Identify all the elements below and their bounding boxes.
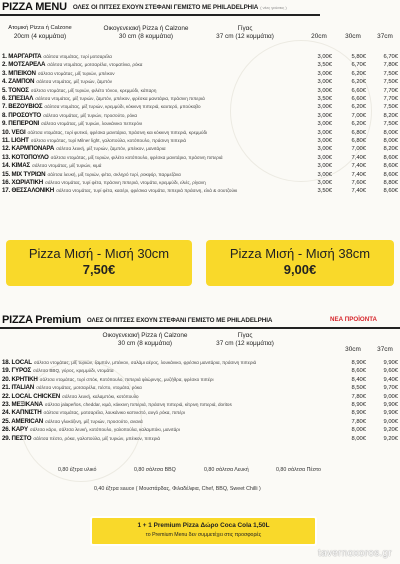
menu-item-price: 8,60€: [383, 163, 398, 170]
menu-item-price: 7,50€: [383, 79, 398, 86]
premium-item-description: σάλτσα γλυκόξινη, μίξ τυριών, προσούτο, ανανά: [45, 418, 143, 424]
menu-item-row: [0, 179, 400, 187]
menu-item-price: 3,00€: [317, 54, 332, 60]
menu-item-description: σάλτσα ντομάτας, μίξ τυριών, κιμά: [32, 163, 102, 169]
col-header-family-title: Οικογενειακή Pizza ή Calzone: [103, 25, 189, 32]
menu-item-description: σάλτσα ντομάτας, μίξ τυριών, φιλέτο κοτόπουλο, φρέσκα μανιτάρια, πράσινη πιπεριά: [50, 154, 223, 160]
menu-header: [2, 1, 287, 13]
premium-item-description: σάλτσα πέστο, ρόκα, γαλοπούλα, μίξ τυριών, μπέικον, πιπεριά: [33, 435, 161, 441]
menu-item-description: σάλτσα ντομάτας, τυρί φέτα, κασέρι, φρέσκια ντομάτα, πιπεριά πράσινη, ελιά & σουτζούκι: [56, 188, 238, 194]
menu-item-price: 3,50€: [317, 188, 332, 195]
premium-item-row: [0, 435, 400, 443]
menu-item-name: 14. ΚΙΜΑΣ: [2, 162, 31, 170]
premium-item-text: [2, 359, 332, 367]
premium-header-underline: [0, 327, 400, 329]
menu-item-row: [0, 171, 400, 179]
menu-item-price: 8,60€: [383, 188, 398, 195]
premium-item-price: 9,90€: [383, 410, 398, 417]
menu-item-name: 11. LIGHT: [2, 137, 29, 144]
menu-small-note: ( νέες γεύσεις ): [260, 4, 287, 10]
menu-item-description: σάλτσα ντομάτας, μίξ τυριών, μπέικον: [37, 70, 115, 76]
menu-item-description: σάλτσα λευκή, μίξ τυριών, ζαμπόν, μπέικον, μανιτάρια: [56, 146, 166, 152]
menu-item-row: [0, 95, 400, 103]
menu-item-description: σάλτσα ντομάτας, μίξ τυριών, κρεμμύδι, κόκκινη πιπεριά, καυτερό, μπούκοβο: [44, 104, 201, 110]
menu-item-price: 7,40€: [351, 188, 366, 195]
promo-line-1: 1 + 1 Premium Pizza Δώρο Coca Cola 1,50L: [137, 522, 270, 529]
premium-col-header-giant-title: Γίγας: [237, 332, 253, 339]
col-header-family-size: 30 cm (8 κομμάτια): [118, 32, 174, 40]
menu-item-row: [0, 112, 400, 120]
menu-item-price: 6,60€: [351, 96, 366, 102]
premium-item-text: [2, 435, 332, 443]
menu-item-row: [0, 78, 400, 86]
premium-item-text: [2, 426, 332, 434]
premium-item-price: 9,70€: [383, 385, 398, 392]
menu-item-text: [2, 179, 300, 187]
premium-item-price: 9,00€: [383, 418, 398, 425]
premium-item-price: 8,00€: [351, 435, 366, 442]
menu-item-description: σάλτσα ντομάτας, μίξ τυριών, ζαμπόν: [36, 79, 113, 85]
premium-item-description: σάλτσα BBQ, γύρος, κρεμμύδι, ντομάτα: [33, 368, 114, 374]
half-offer-30cm: [6, 240, 192, 286]
extra-pesto-sauce: 0,80 σάλτσα Πέστο: [276, 467, 322, 473]
premium-item-text: [2, 367, 332, 375]
extra-white-sauce: 0,80 σάλτσα Λευκή: [204, 467, 249, 473]
menu-item-text: [2, 70, 300, 78]
menu-item-text: [2, 154, 300, 162]
menu-item-description: σάλτσα ντομάτας, τυρί μοτσαρέλα: [43, 54, 112, 59]
premium-item-description: σάλτσα ντομάτας, τυρί σπόκ, Κοτόπουλο, πιπεριά φλώρινης, μυζήθρα, φρέσκο πιπέρι: [39, 376, 214, 382]
menu-item-name: 16. ΧΩΡΙΑΤΙΚΗ: [2, 179, 44, 186]
premium-item-price: 9,20€: [383, 427, 398, 434]
premium-item-price: 8,90€: [351, 360, 366, 366]
premium-item-row: [0, 359, 400, 367]
premium-item-text: [2, 401, 332, 409]
menu-item-row: [0, 61, 400, 69]
menu-item-description: σάλτσα λευκή, μίξ τυριών, φέτα, σκληρό τυρί, ροκφόρ, παρμεζάνα: [47, 171, 181, 177]
premium-item-name: 19. ΓΥΡΟΣ: [2, 367, 32, 375]
extra-sauces: 0,40 έξτρα sauce ( Μουστάρδας, Φιλαδέλφια, Chef, BBQ, Sweet Chilli ): [94, 486, 261, 492]
menu-item-price: 7,50€: [383, 104, 398, 111]
premium-item-name: 29. ΠΕΣΤΟ: [2, 434, 32, 442]
menu-item-name: 2. ΜΟΤΣΑΡΕΛΑ: [2, 61, 46, 69]
menu-item-price: 3,00€: [317, 180, 332, 186]
promo-line-2: το Premium Menu δεν συμμετέχει στις προσφορές: [145, 532, 262, 538]
col-header-small-size: 20cm (4 κομμάτια): [13, 32, 67, 40]
menu-item-row: [0, 120, 400, 128]
menu-item-name: 12. ΚΑΡΜΠΟΝΑΡΑ: [2, 145, 55, 153]
menu-item-row: [0, 187, 400, 195]
menu-item-row: [0, 129, 400, 137]
premium-item-description: σάλτσα λευκή, καλαμπόκι, κοτόπουλο: [62, 393, 139, 399]
menu-item-price: 6,20€: [351, 121, 366, 128]
col-header-family: [92, 25, 200, 40]
premium-item-text: [2, 409, 332, 417]
menu-item-row: [0, 145, 400, 153]
half-offer-30cm-price: 7,50€: [82, 262, 116, 277]
menu-item-price: 3,00€: [317, 171, 332, 178]
menu-item-description: σάλτσα ντομάτας, μοτσαρέλα, ντοματίνια, ρόκα: [47, 62, 143, 68]
menu-item-price: 3,50€: [317, 96, 332, 102]
menu-item-price: 6,20€: [351, 104, 366, 111]
menu-item-price: 3,50€: [317, 62, 332, 69]
menu-item-price: 7,80€: [383, 62, 398, 69]
col-header-giant-size: 37 cm (12 κομμάτια): [216, 32, 274, 40]
menu-item-price: 3,00€: [317, 154, 332, 161]
menu-header-underline: [0, 14, 320, 16]
premium-header: [2, 314, 272, 326]
premium-subtitle: ΟΛΕΣ ΟΙ ΠΙΤΣΕΣ ΕΧΟΥΝ ΣΤΕΦΑΝΙ ΓΕΜΙΣΤΟ ΜΕ PHILADELPHIA: [86, 316, 273, 324]
premium-item-price: 9,90€: [383, 402, 398, 408]
menu-item-price: 3,00€: [317, 146, 332, 153]
menu-item-price: 8,00€: [383, 138, 398, 144]
premium-item-description: σάλτσα ντομάτας, μίξ τυριών, ζαμπόν, μπέικον, σαλάμι αέρος, λουκάνικο, φρέσκα μανιτάρια, πράσινη πιπεριά: [33, 360, 257, 365]
menu-item-text: [2, 61, 300, 69]
premium-col-header-family-title: Οικογενειακή Pizza ή Calzone: [102, 332, 188, 339]
menu-item-price: 8,80€: [383, 180, 398, 186]
menu-item-price: 3,00€: [317, 112, 332, 119]
menu-item-price: 8,20€: [383, 112, 398, 119]
premium-item-price: 8,50€: [351, 385, 366, 392]
menu-item-name: 8. ΠΡΟΣΟΥΤΟ: [2, 111, 42, 119]
col-header-small-title: Ατομική Pizza ή Calzone: [8, 25, 72, 31]
premium-item-text: [2, 376, 332, 384]
menu-item-description: σάλτσα ντομάτας, μίξ τυριών, φιλέτο τόνου, κρεμμύδι, κάπαρη: [30, 87, 157, 93]
menu-item-price: 6,80€: [351, 129, 366, 136]
menu-item-text: [2, 171, 300, 179]
menu-item-price: 3,00€: [317, 121, 332, 128]
menu-item-description: σάλτσα ντομάτας, μίξ τυριών, προσούτο, ρόκα: [43, 112, 138, 118]
premium-col-header-family-size: 30 cm (8 κομμάτια): [117, 339, 173, 347]
premium-item-description: σάλτσα ντομάτας, μοτσαρέλα, πέστο, ντομάτα, ρόκα: [36, 385, 142, 391]
premium-item-name: 20. ΚΡΗΤΙΚΗ: [2, 375, 38, 383]
menu-item-text: [2, 95, 300, 103]
menu-item-price: 7,40€: [351, 171, 366, 178]
half-offer-38cm-label: Pizza Μισή - Μισή 38cm: [229, 246, 371, 261]
menu-item-description: σάλτσα ντομάτας, μίξ τυριών, ζαμπόν, μπέικον, φρέσκα μανιτάρια, πράσινη πιπεριά: [35, 96, 205, 101]
menu-item-name: 9. ΠΕΠΕΡΟΝΙ: [2, 120, 39, 128]
premium-item-name: 24. ΚΑΠΝΙΣΤΗ: [2, 409, 42, 417]
premium-item-name: 22. LOCAL CHICKEN: [2, 392, 61, 400]
half-offer-38cm: [206, 240, 394, 286]
half-offer-38cm-price: 9,00€: [283, 262, 317, 277]
menu-item-price: 7,70€: [383, 87, 398, 94]
premium-item-row: [0, 418, 400, 426]
menu-item-text: [2, 53, 300, 61]
menu-item-description: σάλτσα ντομάτας, τυρί Milner light, γαλοπούλα, κοτόπουλο, πράσινη πιπεριά: [30, 138, 187, 143]
premium-item-row: [0, 393, 400, 401]
menu-item-row: [0, 70, 400, 78]
menu-item-price: 3,00€: [317, 70, 332, 77]
premium-item-row: [0, 376, 400, 384]
premium-item-price: 8,90€: [351, 402, 366, 408]
premium-size-label-37cm: 37cm: [377, 346, 393, 353]
menu-item-row: [0, 154, 400, 162]
premium-item-row: [0, 367, 400, 375]
extra-ingredient: 0,80 έξτρα υλικό: [58, 467, 97, 473]
menu-subtitle: ΟΛΕΣ ΟΙ ΠΙΤΣΕΣ ΕΧΟΥΝ ΣΤΕΦΑΝΙ ΓΕΜΙΣΤΟ ΜΕ PHILADELPHIA: [72, 3, 259, 11]
menu-item-text: [2, 145, 300, 153]
menu-item-price: 7,70€: [383, 96, 398, 102]
menu-item-description: σάλτσα ντομάτας, τυρί φέτα, πράσινη πιπεριά, ντομάτα, κρεμμύδι, ελιές, ρίγανη: [45, 180, 206, 185]
premium-item-text: [2, 384, 332, 392]
menu-item-name: 3. ΜΠΕΪΚΟΝ: [2, 69, 36, 77]
menu-item-price: 6,80€: [351, 138, 366, 144]
size-label-30cm: 30cm: [345, 33, 361, 40]
premium-item-price: 8,90€: [351, 410, 366, 417]
menu-item-name: 5. ΤΟΝΟΣ: [2, 86, 29, 94]
menu-item-row: [0, 137, 400, 145]
menu-item-price: 7,40€: [351, 163, 366, 170]
premium-item-row: [0, 401, 400, 409]
menu-item-price: 8,60€: [383, 171, 398, 178]
premium-item-price: 7,80€: [351, 393, 366, 400]
menu-item-price: 6,70€: [383, 54, 398, 60]
premium-size-label-30cm: 30cm: [345, 346, 361, 353]
menu-item-text: [2, 162, 300, 170]
premium-promo-banner: [90, 516, 317, 546]
menu-item-text: [2, 87, 300, 95]
menu-item-price: 3,00€: [317, 163, 332, 170]
size-label-37cm: 37cm: [377, 33, 393, 40]
premium-item-name: 21. ITALIAN: [2, 384, 35, 392]
menu-item-price: 6,70€: [351, 62, 366, 69]
premium-item-price: 8,40€: [351, 376, 366, 383]
menu-item-text: [2, 120, 300, 128]
menu-item-price: 7,50€: [383, 70, 398, 77]
premium-item-text: [2, 418, 332, 426]
menu-item-text: [2, 137, 300, 145]
menu-item-price: 8,60€: [383, 154, 398, 161]
menu-title: PIZZA MENU: [2, 1, 67, 13]
menu-item-price: 3,00€: [317, 104, 332, 111]
premium-col-header-giant: [205, 332, 285, 347]
menu-item-description: σάλτσα ντομάτας, τυρί φυτικό, φρέσκα μανιτάρια, πράσινη και κόκκινη πιπεριά, κρεμμύδι: [27, 129, 208, 135]
menu-item-price: 5,80€: [351, 54, 366, 60]
menu-item-text: [2, 112, 300, 120]
premium-item-row: [0, 384, 400, 392]
premium-item-price: 8,00€: [351, 427, 366, 434]
menu-item-description: σάλτσα ντομάτας, μίξ τυριών, λουκάνικο πεπερόνι: [41, 121, 143, 127]
col-header-giant: [205, 25, 285, 40]
half-offer-30cm-label: Pizza Μισή - Μισή 30cm: [28, 246, 170, 261]
premium-item-price: 8,60€: [351, 368, 366, 375]
menu-item-name: 7. ΒΕΖΟΥΒΙΟΣ: [2, 103, 43, 111]
premium-title: PIZZA Premium: [2, 314, 81, 326]
menu-item-price: 7,00€: [351, 146, 366, 153]
menu-item-name: 10. VEGI: [2, 128, 26, 136]
menu-item-row: [0, 162, 400, 170]
premium-item-description: σάλτσα ντομάτας, μοτσαρέλα, λουκάνικο καπνιστό, αυγό ρόκα, πιπέρι: [43, 410, 186, 416]
col-header-giant-title: Γίγας: [237, 25, 253, 32]
menu-item-name: 15. ΜΙΧ ΤΥΡΙΩΝ: [2, 170, 46, 178]
extra-bbq-sauce: 0,80 σάλτσα BBQ: [134, 467, 176, 473]
menu-item-row: [0, 53, 400, 61]
menu-item-price: 3,00€: [317, 129, 332, 136]
menu-item-text: [2, 129, 300, 137]
menu-item-name: 6. ΣΠΕΣΙΑΛ: [2, 95, 34, 102]
menu-item-price: 7,00€: [351, 112, 366, 119]
premium-item-price: 9,60€: [383, 368, 398, 375]
menu-item-name: 4. ΖΑΜΠΟΝ: [2, 78, 35, 86]
menu-item-price: 8,20€: [383, 146, 398, 153]
premium-item-price: 7,80€: [351, 418, 366, 425]
menu-item-price: 8,00€: [383, 129, 398, 136]
premium-item-price: 9,90€: [383, 360, 398, 366]
menu-item-price: 3,00€: [317, 87, 332, 94]
premium-item-name: 25. AMERICAN: [2, 417, 44, 425]
menu-item-row: [0, 87, 400, 95]
menu-item-row: [0, 103, 400, 111]
new-products-label: ΝΕΑ ΠΡΟΪΟΝΤΑ: [330, 316, 377, 323]
menu-item-price: 7,50€: [383, 121, 398, 128]
menu-item-price: 6,20€: [351, 70, 366, 77]
premium-item-price: 9,20€: [383, 435, 398, 442]
menu-item-name: 17. ΘΕΣΣΑΛΟΝΙΚΗ: [2, 187, 55, 195]
premium-item-price: 9,40€: [383, 376, 398, 383]
menu-item-price: 6,20€: [351, 79, 366, 86]
menu-item-text: [2, 103, 300, 111]
menu-item-price: 7,60€: [351, 180, 366, 186]
menu-item-name: 1. ΜΑΡΓΑΡΙΤΑ: [2, 53, 42, 60]
premium-col-header-giant-size: 37 cm (12 κομμάτια): [216, 339, 274, 347]
menu-item-text: [2, 187, 300, 195]
site-watermark: tavernoxoros.gr: [318, 548, 392, 559]
menu-item-name: 13. ΚΟΤΟΠΟΥΛΟ: [2, 153, 49, 161]
premium-item-description: σάλτσα κάρυ, σάλτσα λευκή, κοτόπουλο, γαλοπούλα, καλαμπόκι, μανιτάρι: [29, 427, 180, 433]
premium-item-name: 18. LOCAL: [2, 359, 32, 366]
menu-item-text: [2, 78, 300, 86]
premium-item-row: [0, 409, 400, 417]
premium-col-header-family: [90, 332, 200, 347]
premium-item-name: 26. ΚΑΡΥ: [2, 426, 28, 434]
menu-item-price: 7,40€: [351, 154, 366, 161]
size-label-20cm: 20cm: [311, 33, 327, 40]
menu-item-price: 3,00€: [317, 79, 332, 86]
menu-item-price: 3,00€: [317, 138, 332, 144]
premium-item-text: [2, 393, 332, 401]
premium-item-description: σάλτσα jalapeños, cheddar, κιμά, κόκκινη πιπεριά, πράσινη πιπεριά, κίτρινη πιπεριά, doritos: [44, 402, 232, 407]
premium-item-row: [0, 426, 400, 434]
menu-item-price: 6,60€: [351, 87, 366, 94]
col-header-small: [0, 25, 80, 40]
premium-item-name: 23. ΜΕΞΙΚΑΝΑ: [2, 401, 43, 408]
premium-item-price: 9,00€: [383, 393, 398, 400]
